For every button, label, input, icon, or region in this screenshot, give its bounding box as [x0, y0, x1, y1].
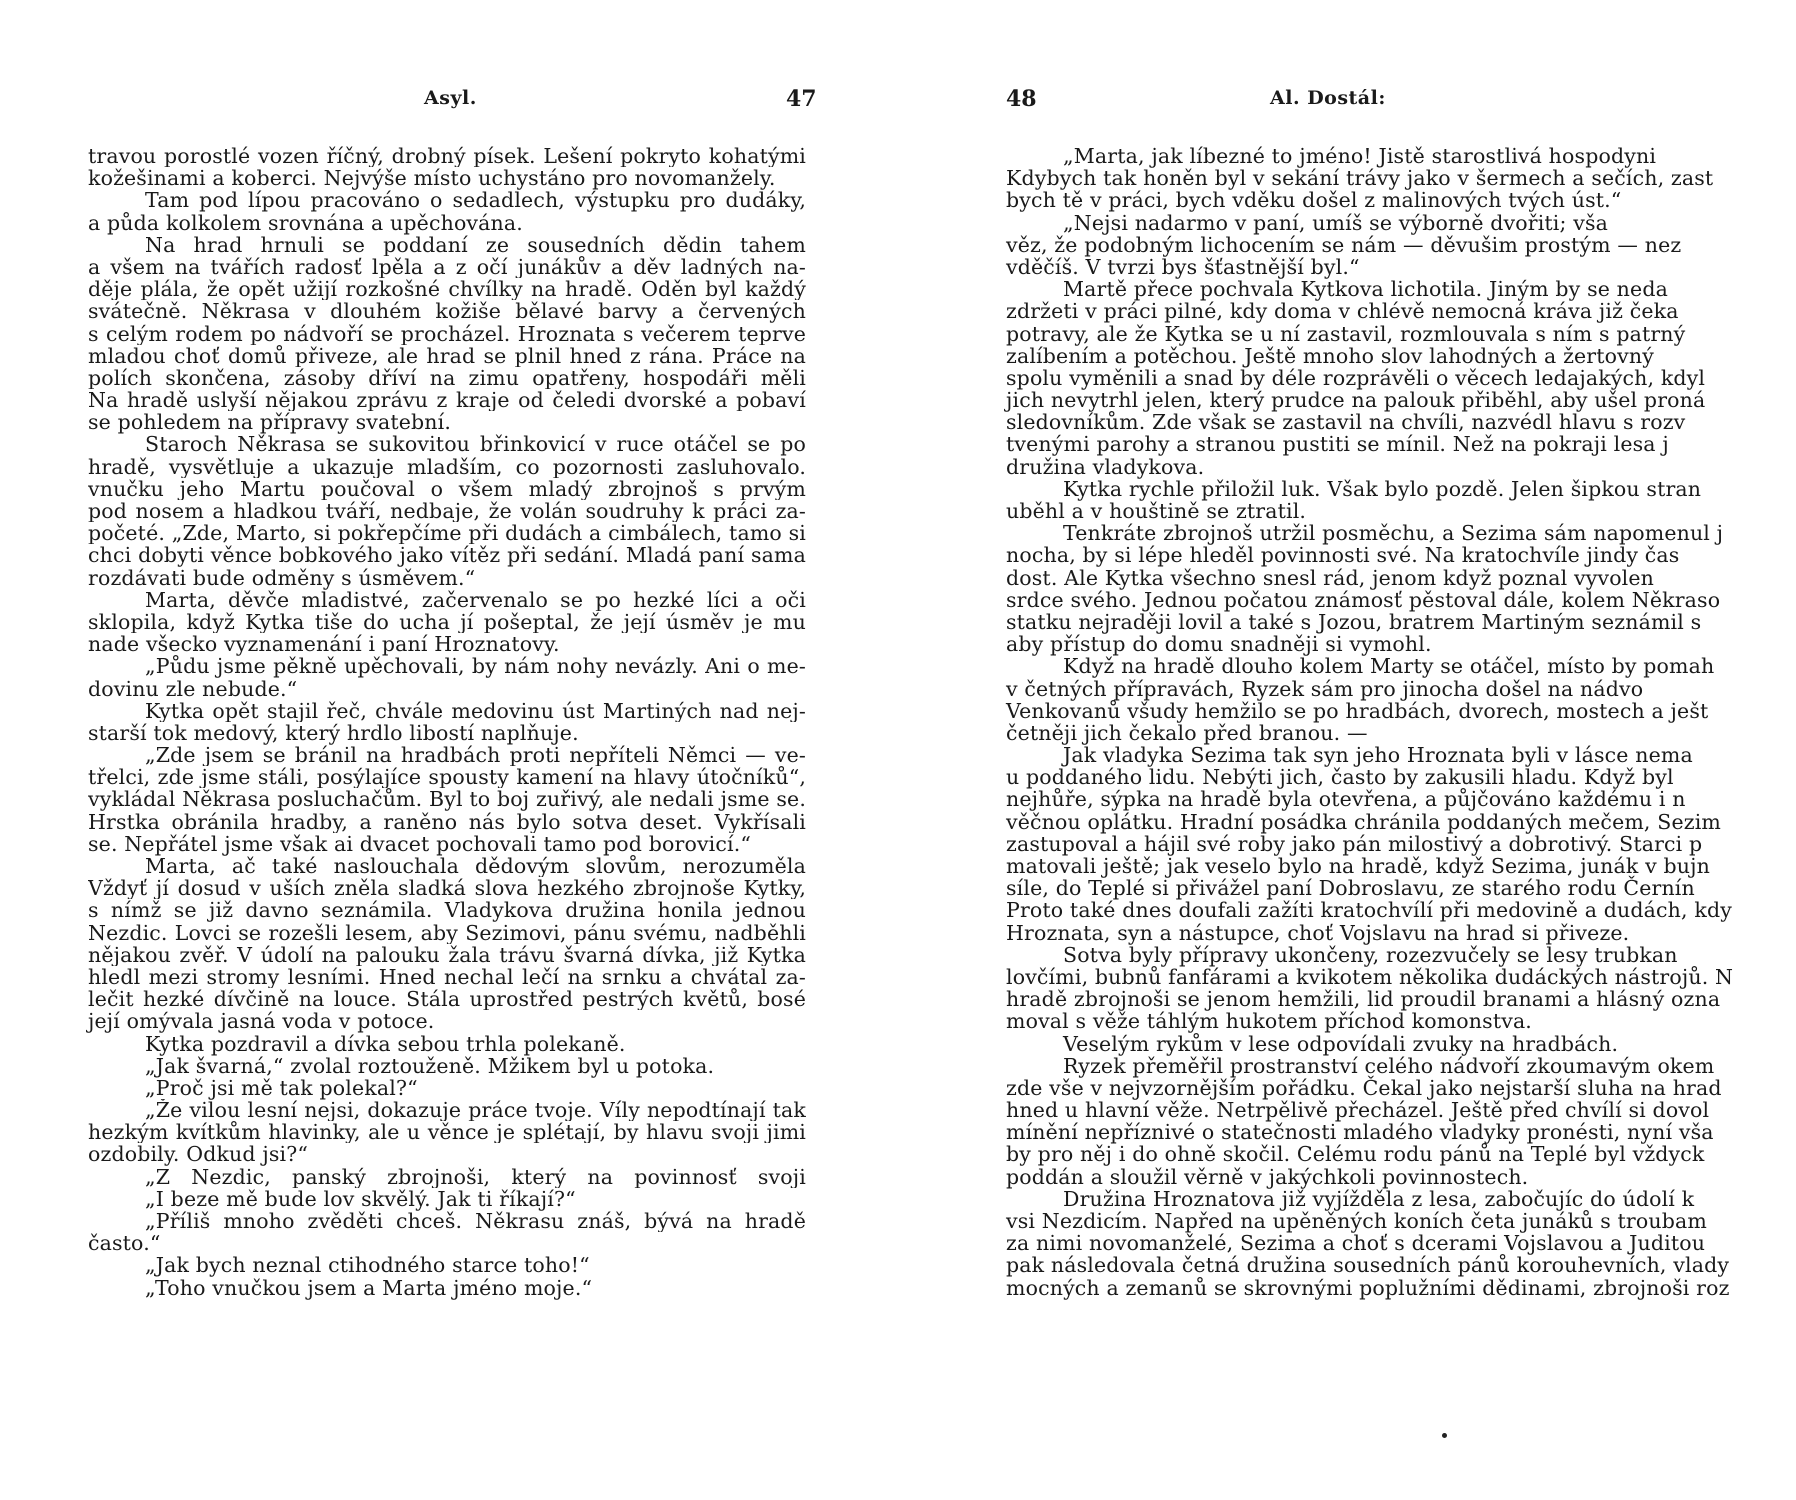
text-line: lečit hezké dívčině na louce. Stála uprostřed pestrých květů, bosé [88, 988, 806, 1011]
text-line: jich nevytrhl jelen, který prudce na palouk přiběhl, aby ušel proná [1006, 388, 1706, 413]
text-line: „I beze mě bude lov skvělý. Jak ti říkají?“ [145, 1186, 576, 1211]
text-line: „Proč jsi mě tak polekal?“ [145, 1075, 418, 1100]
text-line: Na hrad hrnuli se poddaní ze sousedních dědin tahem [145, 233, 806, 256]
text-line: matovali ještě; jak veselo bylo na hradě, když Sezima, junák v bujn [1006, 854, 1710, 878]
text-line: s nímž se již davno seznámila. Vladykova družina honila jednou [88, 899, 806, 922]
right-page [900, 0, 1796, 1500]
text-line: Marta, děvče mladistvé, začervenalo se po hezké líci a oči [145, 588, 806, 611]
text-line: Když na hradě dlouho kolem Marty se otáčel, místo by pomah [1063, 654, 1715, 679]
text-line: „Jak švarná,“ zvolal roztouženě. Mžikem byl u potoka. [145, 1053, 715, 1078]
text-line: Nezdic. Lovci se rozešli lesem, aby Sezimovi, pánu svému, nadběhli [88, 921, 806, 944]
text-line: Sotva byly přípravy ukončeny, rozezvučely se lesy trubkan [1063, 942, 1678, 967]
text-line: lovčími, bubnů fanfárami a kvikotem několika dudáckých nástrojů. N [1006, 964, 1734, 989]
text-line: hradě, vysvětluje a ukazuje mladším, co pozornosti zasluhovalo. [88, 455, 806, 478]
text-line: chci dobyti věnce bobkového jako vítěz při sedání. Mladá paní sama [88, 544, 806, 567]
text-line: Družina Hroznatova již vyjížděla z lesa, zabočujíc do údolí k [1063, 1186, 1695, 1211]
text-line: mínění nepříznivé o statečnosti mladého vladyky pronésti, nyní vša [1006, 1120, 1714, 1145]
text-line: „Že vilou lesní nejsi, dokazuje práce tvoje. Víly nepodtínají tak [145, 1099, 806, 1122]
text-line: Veselým rykům v lese odpovídali zvuky na hradbách. [1063, 1031, 1619, 1056]
text-line: sklopila, když Kytka tiše do ucha jí pošeptal, že její úsměv je mu [88, 610, 806, 634]
text-line: a půda kolkolem srovnána a upěchována. [88, 210, 523, 235]
text-line: zdržeti v práci pilné, kdy doma v chlévě nemocná kráva již čeka [1006, 299, 1679, 324]
text-line: „Nejsi nadarmo v paní, umíš se výborně dvořiti; vša [1063, 210, 1609, 235]
left-body-text [88, 145, 806, 1299]
text-line: nějakou zvěř. V údolí na palouku žala trávu švarná dívka, již Kytka [88, 943, 806, 966]
text-line: Jak vladyka Sezima tak syn jeho Hroznata byli v lásce nema [1063, 743, 1693, 768]
text-line: dost. Ale Kytka všechno snesl rád, jenom když poznal vyvolen [1006, 565, 1655, 590]
text-line: v četných přípravách, Ryzek sám pro jinocha došel na nádvo [1006, 676, 1644, 701]
text-line: poddán a sloužil věrně v jakýchkoli povinnostech. [1006, 1164, 1529, 1189]
text-line: její omývala jasná voda v potoce. [88, 1009, 435, 1034]
text-line: Tenkráte zbrojnoš utržil posměchu, a Sezima sám napomenul j [1063, 521, 1724, 546]
text-line: četněji jich čekalo před branou. — [1006, 720, 1368, 745]
text-line: věz, že podobným lichocením se nám — děvušim prostým — nez [1006, 232, 1682, 257]
text-line: Na hradě uslyší nějakou zprávu z kraje od čeledi dvorské a pobaví [88, 389, 806, 412]
text-line: zastupoval a hájil své roby jako pán milostivý a dobrotivý. Starci p [1006, 831, 1703, 856]
text-line: hezkým kvítkům hlavinky, ale u věnce je splétají, by hlavu svoji jimi [88, 1121, 806, 1144]
text-line: „Jak bych neznal ctihodného starce toho!“ [145, 1253, 590, 1278]
text-line: třelci, zde jsme stáli, posýlajíce spousty kamení na hlavy útočníků“, [88, 766, 806, 789]
text-line: ozdobily. Odkud jsi?“ [88, 1142, 308, 1167]
text-line: tvenými parohy a stranou pustiti se mínil. Než na pokraji lesa j [1006, 432, 1669, 457]
text-line: za nimi novomanželé, Sezima a choť s dcerami Vojslavou a Juditou [1006, 1231, 1706, 1256]
text-line: rozdávati bude odměny s úsměvem.“ [88, 565, 476, 590]
text-line: se. Nepřátel jsme však ai dvacet pochovali tamo pod borovicí.“ [88, 831, 752, 856]
text-line: travou porostlé vozen říčný, drobný písek. Lešení pokryto kohatými [88, 145, 806, 168]
text-line: síle, do Teplé si přivážel paní Dobroslavu, ze starého rodu Černín [1006, 876, 1695, 901]
text-line: sledovníkům. Zde však se zastavil na chvíli, nazvédl hlavu s rozv [1006, 410, 1686, 435]
text-line: starší tok medový, který hrdlo libostí naplňuje. [88, 720, 579, 745]
text-line: Venkovanů všudy hemžilo se po hradbách, dvorech, mostech a ješt [1006, 698, 1709, 723]
left-running-head: Asyl. [424, 87, 477, 109]
text-line: vděčíš. V tvrzi bys šťastnější byl.“ [1006, 254, 1360, 279]
text-line: mladou choť domů přiveze, ale hrad se plnil hned z rána. Práce na [88, 344, 806, 367]
text-line: by pro něj i do ohně skočil. Celému rodu pánů na Teplé byl vždyck [1006, 1142, 1705, 1167]
text-line: „Zde jsem se bránil na hradbách proti nepříteli Němci — ve- [145, 744, 806, 767]
text-line: aby přístup do domu snadněji si vymohl. [1006, 632, 1432, 657]
text-line: děje plála, že opět užijí rozkošné chvílky na hradě. Oděn byl každý [88, 278, 806, 301]
text-line: nocha, by si lépe hleděl povinnosti své. Na kratochvíle jindy čas [1006, 543, 1680, 568]
text-line: kožešinami a koberci. Nejvýše místo uchystáno pro novomanžely. [88, 166, 776, 191]
text-line: Ryzek přeměřil prostranství celého nádvoří zkoumavým okem [1063, 1053, 1715, 1078]
text-line: „Marta, jak líbezné to jméno! Jistě starostlivá hospodyni [1063, 144, 1657, 168]
text-line: hradě zbrojnoši se jenom hemžili, lid proudil branami a hlásný ozna [1006, 987, 1721, 1012]
right-body-text [1006, 145, 1796, 1299]
text-line: nejhůře, sýpka na hradě byla otevřena, a půjčováno každému i n [1006, 787, 1686, 812]
text-line: Tam pod lípou pracováno o sedadlech, výstupku pro dudáky, [145, 189, 806, 212]
text-line: Hrstka obránila hradby, a raněno nás bylo sotva deset. Vykřísali [88, 810, 806, 833]
right-running-head: Al. Dostál: [1270, 87, 1386, 109]
text-line: Martě přece pochvala Kytkova lichotila. Jiným by se neda [1063, 277, 1668, 302]
text-line: svátečně. Někrasa v dlouhém kožiše bělavé barvy a červených [88, 300, 806, 323]
text-line: srdce svého. Jednou počatou známosť pěstoval dále, kolem Někraso [1006, 587, 1721, 612]
text-line: „Příliš mnoho zvěděti chceš. Někrasu znáš, bývá na hradě [145, 1210, 806, 1233]
text-line: bych tě v práci, bych vděku došel z malinových tvých úst.“ [1006, 188, 1622, 213]
text-line: Hroznata, syn a nástupce, choť Vojslavu na hrad si přiveze. [1006, 920, 1630, 945]
text-line: Kdybych tak honěn byl v sekání trávy jako v šermech a sečích, zast [1006, 166, 1714, 191]
left-page-number: 47 [786, 86, 817, 112]
text-line: vykládal Někrasa posluchačům. Byl to boj zuřivý, ale nedali jsme se. [88, 788, 806, 811]
text-line: vsi Nezdicím. Napřed na upěněných koních četa junáků s troubam [1006, 1209, 1707, 1233]
text-line: družina vladykova. [1006, 454, 1205, 479]
text-line: Vždyť jí dosud v uších zněla sladká slova hezkého zbrojnoše Kytky, [88, 877, 806, 900]
text-line: Kytka pozdravil a dívka sebou trhla polekaně. [145, 1031, 626, 1056]
text-line: mocných a zemanů se skrovnými poplužními dědinami, zbrojnoši roz [1006, 1275, 1730, 1300]
text-line: se pohledem na přípravy svatební. [88, 410, 452, 435]
text-line: zalíbením a potěchou. Ještě mnoho slov lahodných a žertovný [1006, 343, 1654, 368]
text-line: polích skončena, zásoby dříví na zimu opatřeny, hospodáři měli [88, 366, 806, 390]
text-line: často.“ [88, 1231, 161, 1256]
right-page-number: 48 [1006, 86, 1037, 112]
text-line: potravy, ale že Kytka se u ní zastavil, rozmlouvala s ním s patrný [1006, 321, 1686, 346]
text-line: a všem na tvářích radosť lpěla a z očí junákův a děv ladných na- [88, 255, 806, 279]
text-line: uběhl a v houštině se ztratil. [1006, 499, 1307, 523]
text-line: dovinu zle nebude.“ [88, 676, 298, 701]
text-line: nade všecko vyznamenání i paní Hroznatovy. [88, 632, 560, 657]
text-line: pak následovala četná družina sousedních pánů korouhevních, vlady [1006, 1253, 1730, 1278]
text-line: u poddaného lidu. Nebýti jich, často by zakusili hladu. Když byl [1006, 765, 1674, 790]
text-line: Kytka opět stajil řeč, chvále medovinu úst Martiných nad nej- [145, 699, 806, 722]
text-line: Staroch Někrasa se sukovitou břinkovicí v ruce otáčel se po [145, 433, 806, 456]
text-line: Kytka rychle přiložil luk. Však bylo pozdě. Jelen šipkou stran [1063, 476, 1702, 501]
text-line: pod nosem a hladkou tváří, nedbaje, že volán soudruhy k práci za- [88, 500, 806, 523]
text-line: „Toho vnučkou jsem a Marta jméno moje.“ [145, 1275, 593, 1300]
text-line: Marta, ač také naslouchala dědovým slovům, nerozuměla [145, 855, 806, 878]
text-line: početé. „Zde, Marto, si pokřepčíme při dudách a cimbálech, tamo si [88, 522, 806, 545]
text-line: vnučku jeho Martu poučoval o všem mladý zbrojnoš s prvým [88, 477, 806, 500]
text-line: věčnou oplátku. Hradní posádka chránila poddaných mečem, Sezim [1006, 809, 1721, 834]
text-line: Proto také dnes doufali zažíti kratochvílí při medovině a dudách, kdy [1006, 898, 1732, 923]
text-line: s celým rodem po nádvoří se procházel. Hroznata s večerem teprve [88, 322, 806, 345]
text-line: hledl mezi stromy lesními. Hned nechal lečí na srnku a chvátal za- [88, 965, 806, 989]
text-line: „Půdu jsme pěkně upěchovali, by nám nohy nevázly. Ani o me- [145, 655, 806, 678]
text-line: moval s věže táhlým hukotem příchod komonstva. [1006, 1009, 1532, 1034]
text-line: statku nejraději lovil a také s Jozou, bratrem Martiným seznámil s [1006, 609, 1702, 634]
text-line: zde vše v nejvzornějším pořádku. Čekal jako nejstarší sluha na hrad [1006, 1075, 1722, 1100]
page-mark [1442, 1433, 1447, 1438]
text-line: hned u hlavní věže. Netrpělivě přecházel. Ještě před chvílí si dovol [1006, 1098, 1710, 1123]
text-line: „Z Nezdic, panský zbrojnoši, který na povinnosť svoji [145, 1165, 806, 1188]
text-line: spolu vyměnili a snad by déle rozprávěli o věcech ledajakých, kdyl [1006, 365, 1706, 390]
